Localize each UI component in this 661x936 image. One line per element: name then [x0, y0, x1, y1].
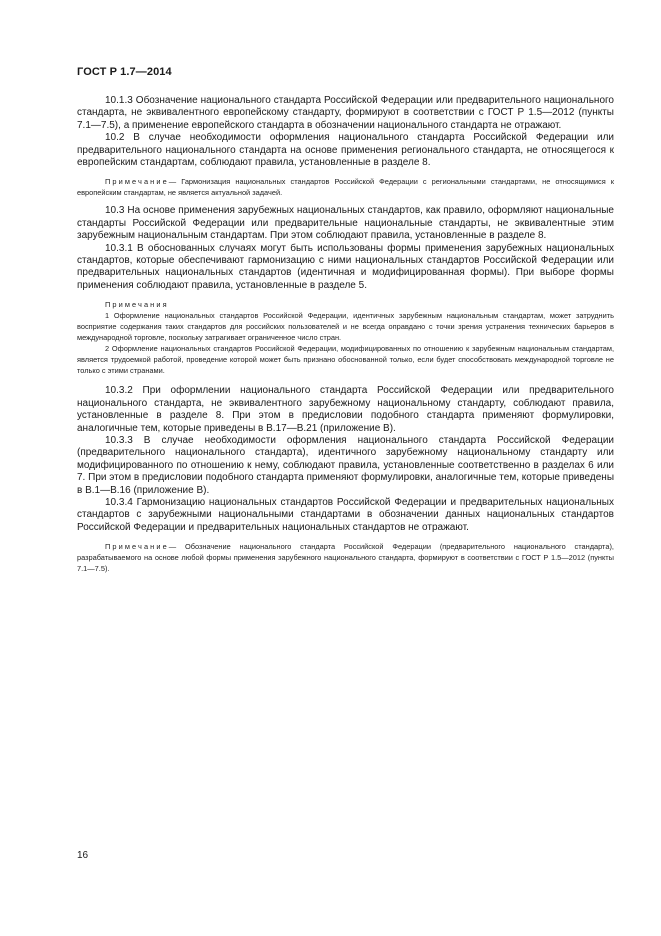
note-10-2: [77, 176, 614, 198]
note-text: — Гармонизация национальных стандартов Российской Федерации с региональными стандартами, не относящимися к европейским стандартам, не является актуальной задачей.: [77, 177, 614, 198]
note-10-3-4: [77, 541, 614, 574]
paragraph-10-3: 10.3 На основе применения зарубежных национальных стандартов, как правило, оформляют национальные стандарты Российской Федерации или предварительные национальные стандарты, не эквивалентные этим зарубежным национальным стандартам. При этом соблюдают правила, установленные в разделе 8.: [77, 205, 614, 242]
paragraph-10-3-4: 10.3.4 Гармонизацию национальных стандартов Российской Федерации и предварительных национальных стандартов с зарубежными национальными стандартами в обозначении данных национальных стандартов Российской Федерации и предварительных национальных стандартов не отражают.: [77, 496, 614, 533]
note-text: — Обозначение национального стандарта Российской Федерации (предварительного национального стандарта), разрабатываемого на основе любой формы применения зарубежного национального стандарта, формируют в соответствии с ГОСТ Р 1.5—2012 (пункты 7.1—7.5).: [77, 542, 614, 574]
note-item-1: 1 Оформление национальных стандартов Российской Федерации, идентичных зарубежным национальным стандартам, может затруднить восприятие содержания таких стандартов для российских пользователей и не всегда оправдано с точки зрения устранения технических барьеров в международной торговле, поскольку затрагивает ограниченное число стран.: [77, 311, 614, 343]
document-header: ГОСТ Р 1.7—2014: [77, 66, 172, 78]
note-item-2: 2 Оформление национальных стандартов Российской Федерации, модифицированных по отношению к зарубежным национальным стандартам, является трудоемкой работой, проведение которой может быть признано обоснованной только, если будет способствовать международной торговле не только с этими странами.: [77, 344, 614, 376]
paragraph-10-2: 10.2 В случае необходимости оформления национального стандарта Российской Федерации или предварительного национального стандарта на основе применения регионального стандарта, не относящегося к европейским стандартам, соблюдают правила, установленные в разделе 8.: [77, 132, 614, 169]
paragraph-10-1-3: 10.1.3 Обозначение национального стандарта Российской Федерации или предварительного национального стандарта, не эквивалентного европейскому стандарту, формируют в соответствии с ГОСТ Р 1.5—2012 (пункты 7.1—7.5), а применение европейского стандарта в обозначении национального стандарта не отражают.: [77, 95, 614, 131]
page-number: 16: [77, 850, 89, 861]
paragraph-10-3-1: 10.3.1 В обоснованных случаях могут быть использованы формы применения зарубежных национальных стандартов, которые обеспечивают гармонизацию с ними национальных стандартов Российской Федерации или предварительных национальных стандартов (идентичная и модифицированная формы). При выборе формы применения соблюдают правила, установленные в разделе 5.: [77, 242, 614, 291]
note-label: Примечание: [105, 542, 169, 552]
notes-heading: Примечания: [105, 300, 169, 310]
paragraph-10-3-3: 10.3.3 В случае необходимости оформления национального стандарта Российской Федерации (предварительного национального стандарта), идентичного зарубежному национальному стандарту или модифицированного по отношению к нему, соблюдают правила, установленные соответственно в разделах 6 или 7. При этом в предисловии подобного стандарта применяют формулировки, аналогичные тем, которые приведены в В.1—В.16 (приложение В).: [77, 434, 614, 496]
note-label: Примечание: [105, 177, 169, 187]
paragraph-10-3-2: 10.3.2 При оформлении национального стандарта Российской Федерации или предварительного национального стандарта, не эквивалентного зарубежному национальному стандарту, соблюдают правила, установленные в разделе 8. При этом в предисловии подобного стандарта применяют формулировки, аналогичные тем, которые приведены в В.17—В.21 (приложение В).: [77, 385, 614, 434]
page-content: [77, 95, 614, 574]
